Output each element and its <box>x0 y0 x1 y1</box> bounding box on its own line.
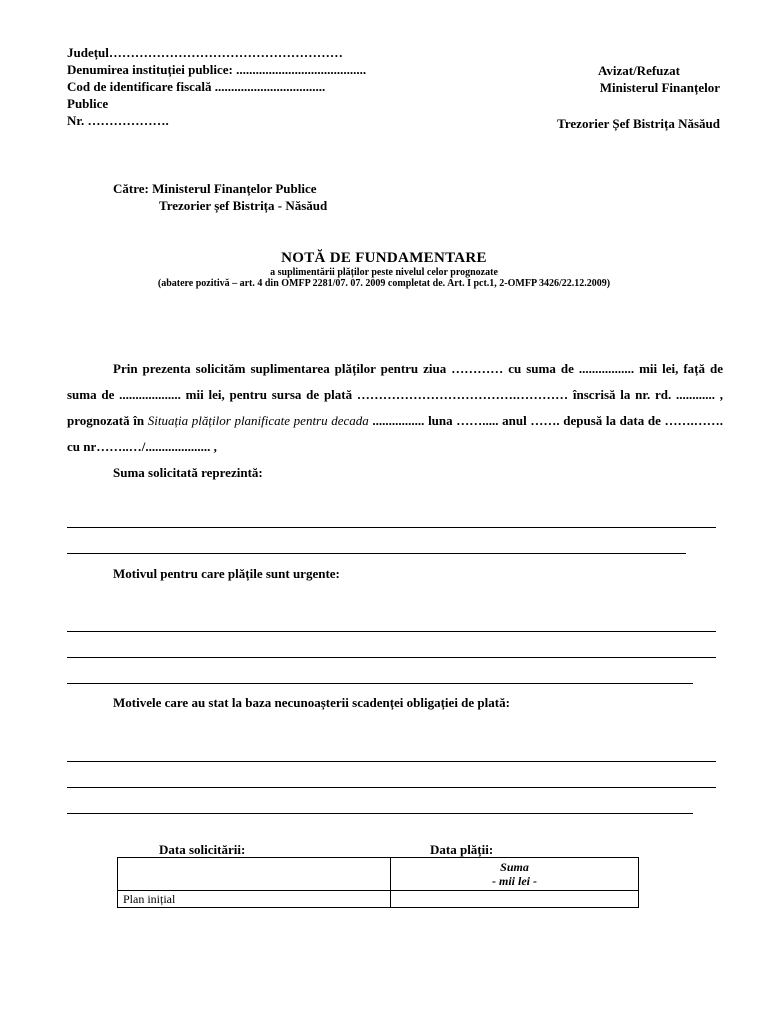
suma-fill-line-1[interactable] <box>67 527 716 528</box>
motivul-fill-line-1[interactable] <box>67 631 716 632</box>
denumirea-field[interactable]: Denumirea instituției publice: ........................................ <box>67 62 367 77</box>
approval-block <box>557 62 720 132</box>
request-text-part-2: ................ luna ……..... anul ……. depusă la data de …….……. cu nr……..…/.................... , <box>67 413 723 454</box>
recipient-block <box>113 180 327 214</box>
request-paragraph <box>67 356 723 486</box>
institution-header <box>67 44 366 129</box>
document-title-block <box>0 250 768 289</box>
plan-initial-value-cell[interactable] <box>391 891 639 908</box>
cod-fiscal-continuation: Publice <box>67 96 109 111</box>
motivul-fill-line-2[interactable] <box>67 657 716 658</box>
trezorier-label: Trezorier Șef Bistrița Năsăud <box>557 116 720 131</box>
document-subtitle: a suplimentării plăților peste nivelul celor prognozate <box>270 267 498 278</box>
cod-fiscal-field[interactable]: Cod de identificare fiscală .................................. <box>67 79 326 94</box>
table-header-row <box>118 858 639 891</box>
plan-initial-label: Plan inițial <box>118 891 391 908</box>
motivul-label: Motivul pentru care plățile sunt urgente: <box>113 566 340 581</box>
recipient-line-2: Trezorier șef Bistrița - Năsăud <box>159 198 328 213</box>
request-text-part-1: Prin prezenta solicităm suplimentarea plăților pentru ziua ………… cu suma de ................. mii lei, față de suma de ................... mii lei, pentru sursa de plată ……………………………….………… înscrisă la nr. rd. ............ , prognozată în <box>67 361 723 428</box>
request-text <box>67 356 723 460</box>
motivele-fill-line-1[interactable] <box>67 761 716 762</box>
recipient-line-1: Către: Ministerul Finanțelor Publice <box>113 181 317 196</box>
ministerul-label: Ministerul Finanțelor <box>599 80 720 95</box>
judetul-field[interactable]: Județul……………………………………………… <box>67 45 343 60</box>
data-platii-label: Data plății: <box>430 842 494 857</box>
motivele-label: Motivele care au stat la baza necunoașterii scadenței obligației de plată: <box>113 695 510 710</box>
motivele-fill-line-3[interactable] <box>67 813 693 814</box>
table-header-empty-cell[interactable] <box>118 858 391 891</box>
request-text-italic: Situația plăților planificate pentru decada <box>147 413 369 428</box>
suma-label: Suma solicitată reprezintă: <box>113 465 263 480</box>
data-solicitarii-label: Data solicitării: <box>159 842 246 857</box>
legal-reference: (abatere pozitivă – art. 4 din OMFP 2281/07. 07. 2009 completat de. Art. I pct.1, 2-OMFP 3426/22.12.2009) <box>157 278 611 289</box>
table-row <box>118 891 639 908</box>
avizat-refuzat-label: Avizat/Refuzat <box>597 63 680 78</box>
motivul-fill-line-3[interactable] <box>67 683 693 684</box>
plan-table <box>117 857 639 908</box>
suma-header-label: Suma <box>500 860 529 874</box>
nr-field[interactable]: Nr. ………………. <box>67 113 169 128</box>
suma-fill-line-2[interactable] <box>67 553 686 554</box>
document-title: NOTĂ DE FUNDAMENTARE <box>281 250 487 266</box>
motivele-fill-line-2[interactable] <box>67 787 716 788</box>
suma-unit-label: - mii lei - <box>492 874 537 888</box>
table-header-suma <box>391 858 639 891</box>
